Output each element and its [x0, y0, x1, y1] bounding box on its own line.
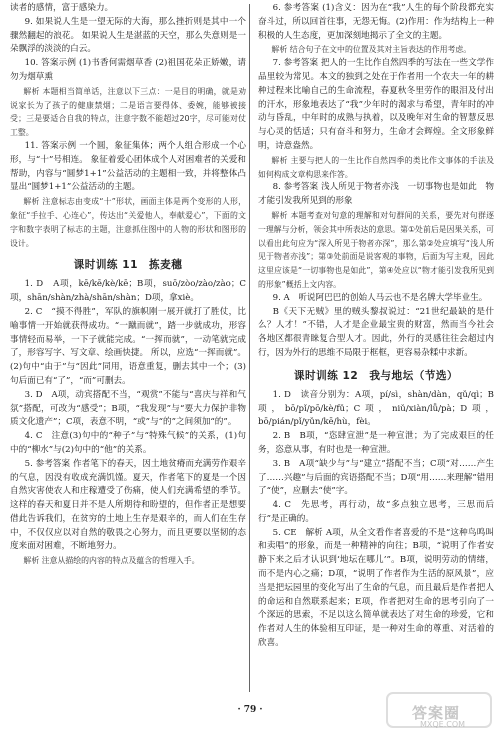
answer-paragraph: 3. D A项，动宾搭配不当，“观赏”不能与“喜庆与祥和气氛”搭配，可改为“感受”；B项，“我发现”与“要大力保护非物质文化遗产”；C项，表意不明，“或”与“的”之间须加“的”。: [10, 389, 246, 428]
answer-paragraph: 9. 如果说人生是一望无际的大海，那么挫折则是其中一个骤然翻起的浪花。 如果说人生是湛蓝的天空，那么失意则是一朵飘浮的淡淡的白云。: [10, 16, 246, 55]
answer-paragraph: 11. 答案示例 一个圆，象征集体；两个人组合形成一个心形，与“十”号相连。 象征着爱心团体成个人对困难者的关爱和帮助，内容与“圆梦1+1”公益活动的主题相一致，并将整体凸显出“圆梦1+1”公益活动的主题。: [10, 140, 246, 193]
answer-paragraph: 读者的感情，富于感染力。: [10, 3, 114, 13]
answer-paragraph: B《天下无贼》里的贼头黎叔说过：“21世纪最缺的是什么？人才！”不错，人才是企业最宝贵的财富，然而当今社会各地区都很青睐复合型人才。因此，外行的灵感往往会超过内行，因为外行的思维不局限于框框，更容易杂糅中求新。: [258, 306, 494, 358]
answer-paragraph: 1. D 读音分别为：A项，pí/sì，shàn/dàn，qǔ/qì；B项，bō/pǐ/pō/kè/fǔ；C项，niǔ/xiàn/lǚ/pà；D项，bō/pián/pǐ/yǔn/kē/hù，fèi。: [258, 389, 494, 428]
page-number: · 79 ·: [237, 705, 263, 715]
watermark-subtext: MXQE.COM: [420, 720, 466, 729]
answer-paragraph: 9. A 听说阿巴巴的创始人马云也不是名牌大学毕业生。: [272, 292, 488, 303]
answer-paragraph: 6. 参考答案 (1)含义：因为在“我”人生的每个阶段都充实奋斗过，所以回首往事，无怨无悔。(2)作用：作为结构上一种积极的人生态度，更加深刻地揭示了全文的主题。: [258, 3, 494, 41]
answer-paragraph: 4. C 注意(3)句中的“种子”与“特殊气候”的关系，(1)句中的“柳水”与(2)句中的“他”的关系。: [10, 431, 246, 455]
answer-paragraph: 2. B B项，“恣肆宣泄”是一种宣泄；为了完成艰巨的任务，恣意从事，有时也是一种宣泄。: [258, 431, 494, 455]
analysis-paragraph: 解析 本题考查对句意的理解和对句群间的关系，要先对句群逐一理解与分析，领会其中所表达的意思。第①处前后是因果关系，可以看出此句应为“深入所见于物者亦深”，那么第②处应填写“浅人所见于物者亦浅”；第③处前面是说客观的事物，后面为写主观，因此这里应该是“一切事物也是如此”，第④处应以“物才能引发我所见到的形象”概括上文内容。: [258, 210, 494, 289]
analysis-paragraph: 解析 结合句子在文中的位置及其对主旨表达的作用考虑。: [271, 45, 472, 55]
answer-paragraph: 4. C 先思考，再行动，故“多点独立思考，三思而后行”是正确的。: [258, 500, 494, 524]
analysis-paragraph: 解析 本题相当简单话，注意以下三点：一是目的明确，就是劝说家长为了孩子的健康禁烟；二是语言要得体、委婉，能够被接受；三是要适合自我的特点，注意字数不能超过20字，尽可能对仗工整。: [10, 86, 246, 138]
answer-paragraph: 2. C “摸不得胜”，军队的旗帜刚一展开就打了胜仗，比喻事情一开始就获得成功。“一蹴而就”，踏一步就成功，形容事情轻而易举，一下子就能完成。“一挥而就”，一动笔就完成了，形容写字、写文章、绘画快捷。 所以，应选“一挥而就”。(2)句中“由于”与“因此”同用，语意重复，删去其中一个；(3)句后面已有“了”，“而”可删去。: [10, 306, 246, 386]
answer-paragraph: 10. 答案示例 (1)书香何需烟草香 (2)祖国花朵正娇嫩，请勿为烟草熏: [10, 58, 246, 82]
answer-paragraph: 5. CE 解析 A项，从全文看作者喜爱的不是“这种鸟鸣叫和卖唱”的形象，而是一种精神的向往；B项，“说明了作者安静下来之后才认识到‘地坛在哪儿’”。B项，说明劳动的情绪，而不是内心之痛；D项，“说明了作者作为生活的原风景”，应当是把坛园里的变化写出了生命的气息，而且最后是作者把人的命运和自然联系起来；E项，作者把对生命的思考引向了一个深远的思索，不足以这么简单就表达了对生命的珍爱，它和作者对人生的体验相互印证，是一种对生命的尊重、对活着的欣喜。: [258, 527, 494, 649]
analysis-paragraph: 解析 主要与把人的一生比作自然四季的类比作文事体的手法及如何构成文章构思来作答。: [258, 155, 494, 179]
right-column: [258, 2, 494, 702]
analysis-paragraph: 解析 注意标志由变成“十”形状，画面主体是两个变形的人形，象征“手拉手、心连心”，传达出“关爱他人，奉献爱心”，下面的文字和数字表明了标志的主题，注意抓住图中的人物的形状和图形的设计。: [10, 197, 246, 248]
left-column: [10, 2, 246, 702]
answer-paragraph: 1. D A项，kē/kē/kè/kē；B项，suō/zòo/zào/zào；C项，shān/shàn/zhà/shān/shàn；D项，拿xiè。: [10, 279, 246, 304]
answer-paragraph: 8. 参考答案 浅人所见于物者亦浅 一切事物也是如此 物才能引发我所见到的形象: [258, 182, 494, 207]
watermark-text: 答案圈: [412, 704, 461, 722]
answer-paragraph: 7. 参考答案 把人的一生比作自然四季的写法在一些文学作品里较为常见。本文的独到之处在于作者用一个农夫一年的耕种过程来比喻自己的生命流程，春夏秋冬里劳作的眼泪及付出的汗水，形象地表达了“我”少年时的渴求与希望，青年时的冲动与昏乱，中年时的成熟与执着，以及晚年对生命的智慧反思与心灵的恬适；只有奋斗和努力，生命才会辉煌。全文形象鲜明，诗意盎然。: [258, 58, 494, 151]
answer-paragraph: 5. 参考答案 作者笔下的春天，因土地贫瘠而充满劳作艰辛的气息，因没有收成充满饥馑。夏天，作者笔下的夏是一个因自然灾害使农人和庄稼遭受了伤痛，使人们充满希望的季节。这样的春天和夏日并不是人所期待和盼望的，但作者正是想要借此告诉我们，在贫穷的土地上生存是艰辛的，而人们在生存中，不仅仅应以对自然的敬畏之心努力，而且更要以坚韧的态度来面对困难，不断地努力。: [10, 458, 246, 552]
section-heading: 课时训练 12 我与地坛（节选）: [293, 369, 459, 382]
analysis-paragraph: 解析 注意从描绘的内容的特点及蕴含的哲理入手。: [23, 556, 200, 566]
column-divider: [249, 4, 250, 692]
section-heading: 课时训练 11 拣麦穗: [73, 259, 183, 272]
answer-paragraph: 3. B A项“缺少与”与“建立”搭配不当；C项“对……产生了……兴趣”与后面的宾语搭配不当；D项“用……来理解”错用了“使”，应删去“使”字。: [258, 458, 494, 497]
